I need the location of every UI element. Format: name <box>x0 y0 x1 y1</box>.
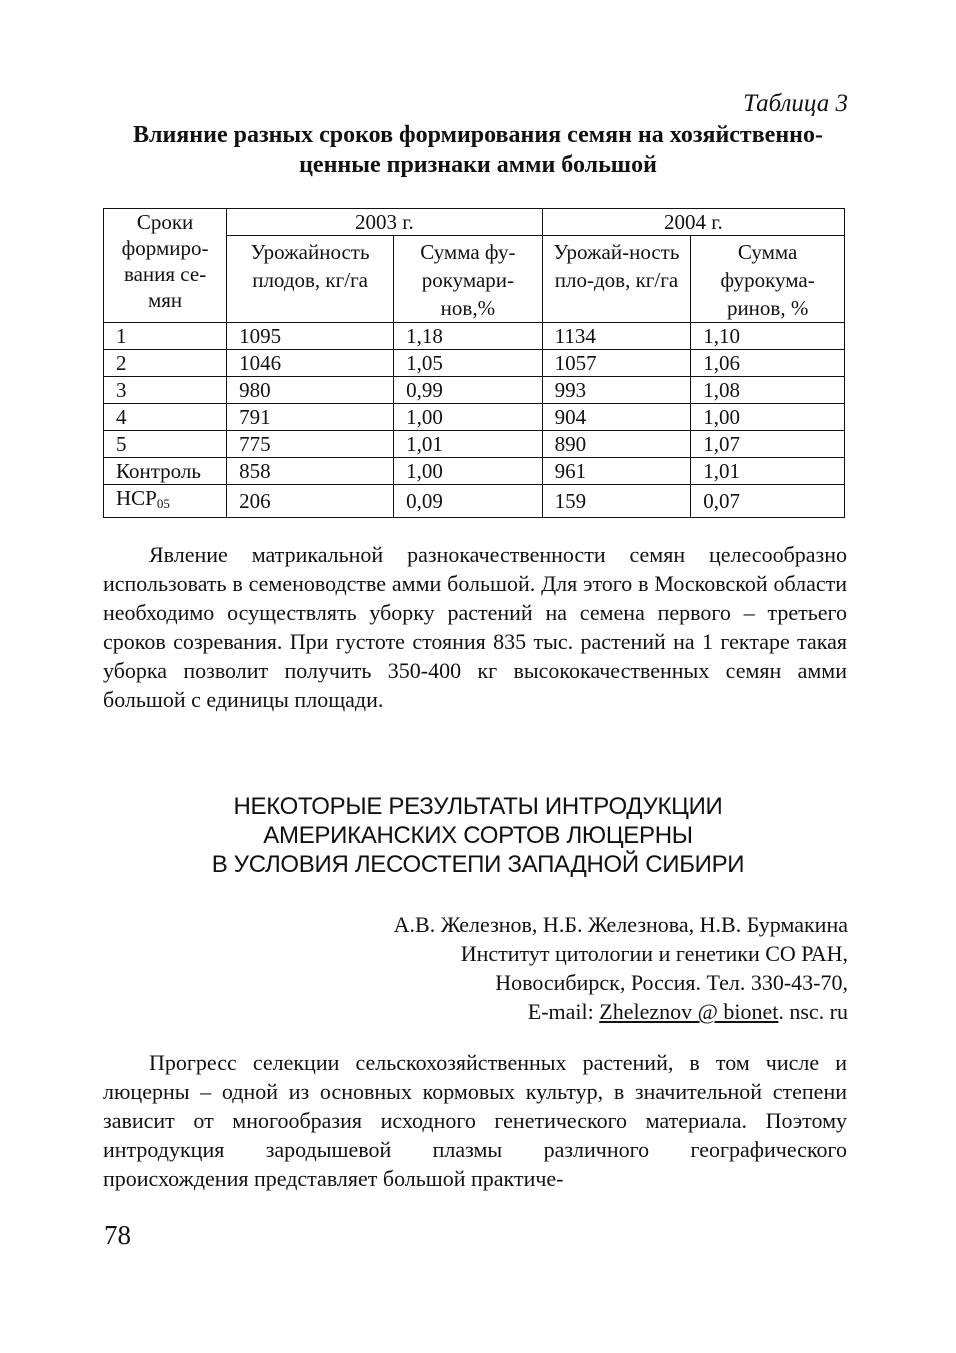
table-cell: 0,07 <box>691 485 845 518</box>
table-cell: 0,09 <box>394 485 543 518</box>
table-cell: 4 <box>104 404 227 431</box>
table-cell: 993 <box>542 377 691 404</box>
table-cell: 1,01 <box>394 431 543 458</box>
table-cell: 791 <box>227 404 394 431</box>
table-cell: 1,08 <box>691 377 845 404</box>
article-title-line-2: АМЕРИКАНСКИХ СОРТОВ ЛЮЦЕРНЫ <box>263 822 693 849</box>
table-row <box>104 431 845 458</box>
table-cell: 980 <box>227 377 394 404</box>
table-cell: 904 <box>542 404 691 431</box>
lsd-label-main: НСР <box>116 486 157 510</box>
table-cell: 961 <box>542 458 691 485</box>
table-cell: 1057 <box>542 350 691 377</box>
header-year-2003: 2003 г. <box>227 209 543 236</box>
table-cell: 1,07 <box>691 431 845 458</box>
header-year-2004: 2004 г. <box>542 209 844 236</box>
table-cell: Контроль <box>104 458 227 485</box>
table-cell: 1,10 <box>691 323 845 350</box>
table-label: Таблица 3 <box>743 90 848 117</box>
table-cell: 858 <box>227 458 394 485</box>
page-number: 78 <box>104 1220 131 1250</box>
article-title-line-3: В УСЛОВИЯ ЛЕСОСТЕПИ ЗАПАДНОЙ СИБИРИ <box>211 851 745 878</box>
table-title-line-2: ценные признаки амми большой <box>299 152 657 178</box>
table-cell: 1,01 <box>691 458 845 485</box>
table-cell-lsd-label <box>104 485 227 518</box>
header-period: Сроки формиро-вания се-мян <box>104 209 227 323</box>
table-row <box>104 458 845 485</box>
table-cell: 1046 <box>227 350 394 377</box>
table-cell: 3 <box>104 377 227 404</box>
author-location: Новосибирск, Россия. Тел. 330-43-70, <box>495 970 848 995</box>
table-cell: 1,05 <box>394 350 543 377</box>
table-cell: 5 <box>104 431 227 458</box>
table-cell: 775 <box>227 431 394 458</box>
article-title <box>100 792 856 879</box>
email-label: E-mail: <box>527 999 600 1024</box>
subheader-yield-2003: Урожайность плодов, кг/га <box>227 236 394 323</box>
table-cell: 2 <box>104 350 227 377</box>
table-row <box>104 377 845 404</box>
table-row <box>104 404 845 431</box>
author-institute: Институт цитологии и генетики СО РАН, <box>460 941 848 966</box>
paragraph-intro: Прогресс селекции сельскохозяйственных растений, в том числе и люцерны – одной из основных кормовых культур, в значительной степени зависит от многообразия исходного генетического материала. Поэтому интродукция зародышевой плазмы различного географического происхождения представляет большой практиче- <box>103 1050 847 1191</box>
authors-block <box>394 910 848 1026</box>
table-cell: 1,00 <box>394 404 543 431</box>
table-cell: 1 <box>104 323 227 350</box>
table-cell: 206 <box>227 485 394 518</box>
table-cell: 890 <box>542 431 691 458</box>
author-names: А.В. Железнов, Н.Б. Железнова, Н.В. Бурмакина <box>393 912 848 937</box>
subheader-furocoumarin-2004: Сумма фурокума-ринов, % <box>691 236 845 323</box>
email-link[interactable]: Zheleznov @ bionet <box>599 999 779 1024</box>
article-title-line-1: НЕКОТОРЫЕ РЕЗУЛЬТАТЫ ИНТРОДУКЦИИ <box>233 793 723 820</box>
subheader-furocoumarin-2003: Сумма фу-рокумари-нов,% <box>394 236 543 323</box>
table-row <box>104 323 845 350</box>
data-table <box>103 208 845 518</box>
table-cell: 159 <box>542 485 691 518</box>
subheader-yield-2004: Урожай-ность пло-дов, кг/га <box>542 236 691 323</box>
table-cell: 0,99 <box>394 377 543 404</box>
table-title <box>100 120 856 180</box>
paragraph-conclusion: Явление матрикальной разнокачественности семян целесообразно использовать в семеноводстве амми большой. Для этого в Московской области необходимо осуществлять уборку растений на семена первого – третьего сроков созревания. При густоте стояния 835 тыс. растений на 1 гектаре такая уборка позволит получить 350-400 кг высококачественных семян амми большой с единицы площади. <box>103 542 847 712</box>
table-cell: 1134 <box>542 323 691 350</box>
lsd-label-sub: 05 <box>156 496 170 511</box>
table-row <box>104 485 845 518</box>
author-email <box>394 997 848 1026</box>
table-title-line-1: Влияние разных сроков формирования семян на хозяйственно- <box>133 122 823 148</box>
email-rest: . nsc. ru <box>778 999 848 1024</box>
table-cell: 1,06 <box>691 350 845 377</box>
table-row <box>104 350 845 377</box>
table-cell: 1,00 <box>394 458 543 485</box>
table-cell: 1,18 <box>394 323 543 350</box>
table-cell: 1095 <box>227 323 394 350</box>
table-cell: 1,00 <box>691 404 845 431</box>
